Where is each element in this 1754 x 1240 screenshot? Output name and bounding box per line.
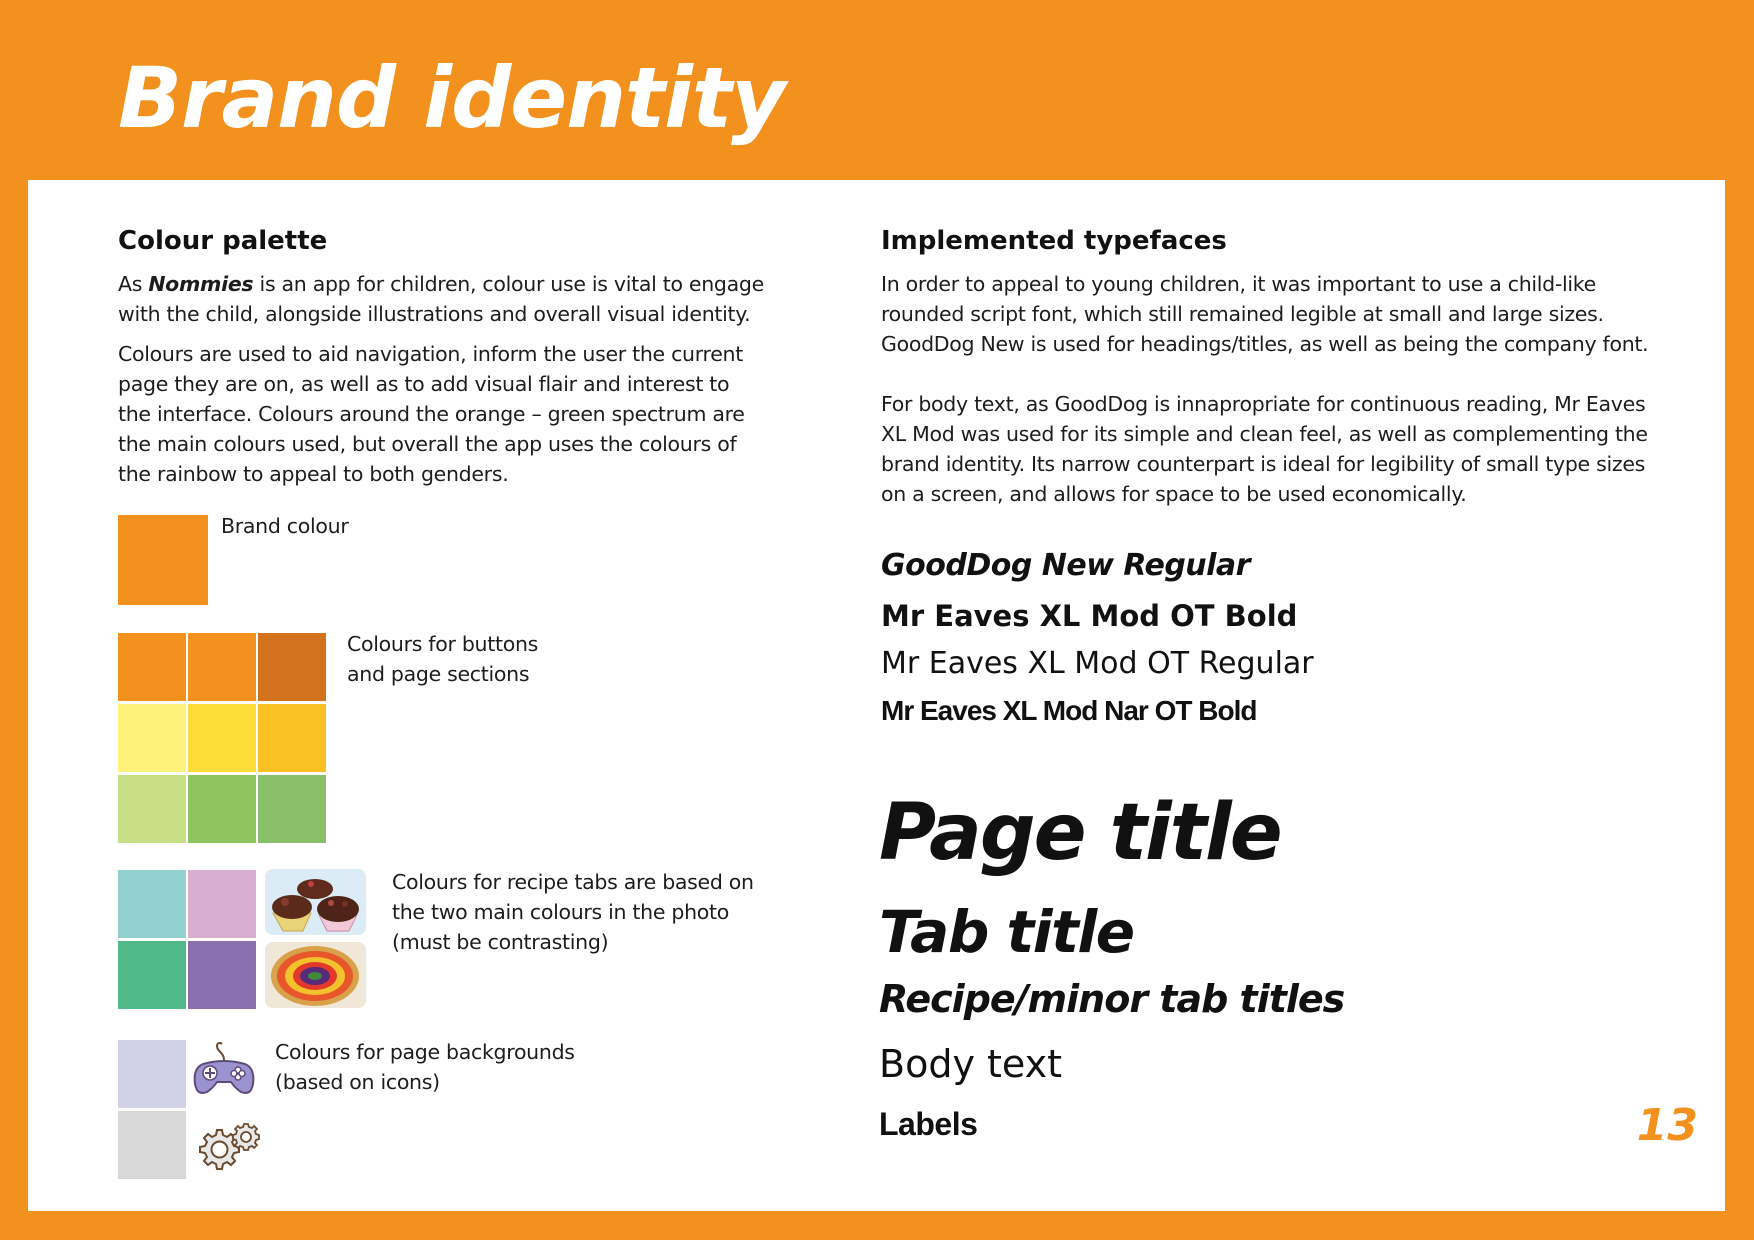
vegetable-tart-photo <box>265 942 366 1008</box>
hierarchy-tab-title: Tab title <box>879 898 1134 966</box>
colour-palette-description: Colours are used to aid navigation, inform the user the current page they are on, as well as to add visual flair and interest to the interface. Colours around the orange – green spectrum are the main colours used, but overall the app uses the colours of the rainbow to appeal to both genders. <box>118 342 745 486</box>
content-panel <box>28 180 1725 1211</box>
font-sample-mr-eaves-nar-bold: Mr Eaves XL Mod Nar OT Bold <box>881 695 1257 726</box>
page-title: Brand identity <box>118 49 785 147</box>
recipe-tab-colour-swatch <box>188 870 256 938</box>
button-colour-swatch <box>188 633 256 701</box>
hierarchy-page-title: Page title <box>879 788 1281 878</box>
font-sample-mr-eaves-bold: Mr Eaves XL Mod OT Bold <box>881 599 1298 633</box>
page-background-colour-swatch <box>118 1111 186 1179</box>
recipe-tab-colour-swatch <box>188 941 256 1009</box>
button-colour-swatch <box>188 704 256 772</box>
button-colour-swatch <box>258 704 326 772</box>
gears-icon <box>191 1118 261 1176</box>
brand-colour-label: Brand colour <box>221 514 349 538</box>
button-colour-swatch <box>258 633 326 701</box>
recipe-tab-colour-swatch <box>118 870 186 938</box>
font-sample-gooddog-regular: GoodDog New Regular <box>881 548 1250 583</box>
button-colour-swatch <box>188 775 256 843</box>
brand-colour-swatch <box>118 515 208 605</box>
typefaces-heading: Implemented typefaces <box>881 226 1227 256</box>
recipe-tab-colour-swatch <box>118 941 186 1009</box>
font-sample-mr-eaves-regular: Mr Eaves XL Mod OT Regular <box>881 646 1314 681</box>
colour-palette-heading: Colour palette <box>118 226 328 256</box>
gamepad-icon <box>191 1042 257 1100</box>
hierarchy-body-text: Body text <box>879 1042 1063 1086</box>
typefaces-body-text-description: For body text, as GoodDog is innapropriate for continuous reading, Mr Eaves XL Mod was used for its simple and clean feel, as well as complementing the brand identity. Its narrow counterpart is ideal for legibility of small type sizes on a screen, and allows for space to be used economically. <box>881 392 1648 506</box>
button-colour-swatch <box>118 775 186 843</box>
typefaces-intro: In order to appeal to young children, it was important to use a child-like rounded script font, which still remained legible at small and large sizes. GoodDog New is used for headings/titles, as well as being the company font. <box>881 272 1649 356</box>
cupcakes-photo <box>265 869 366 935</box>
page-backgrounds-colour-label: Colours for page backgrounds (based on icons) <box>275 1040 575 1094</box>
recipe-tabs-colour-label: Colours for recipe tabs are based on the two main colours in the photo (must be contrasting) <box>392 870 754 954</box>
page-number: 13 <box>1636 1100 1698 1151</box>
button-colour-swatch <box>118 633 186 701</box>
page-background-colour-swatch <box>118 1040 186 1108</box>
hierarchy-recipe-minor-tab-titles: Recipe/minor tab titles <box>879 977 1345 1021</box>
brand-name: Nommies <box>148 272 254 296</box>
button-colour-swatch <box>118 704 186 772</box>
buttons-colour-label: Colours for buttons and page sections <box>347 632 539 686</box>
button-colour-swatch <box>258 775 326 843</box>
hierarchy-labels: Labels <box>879 1106 978 1142</box>
colour-palette-intro: As Nommies is an app for children, colour use is vital to engage with the child, alongside illustrations and overall visual identity. <box>118 272 764 326</box>
